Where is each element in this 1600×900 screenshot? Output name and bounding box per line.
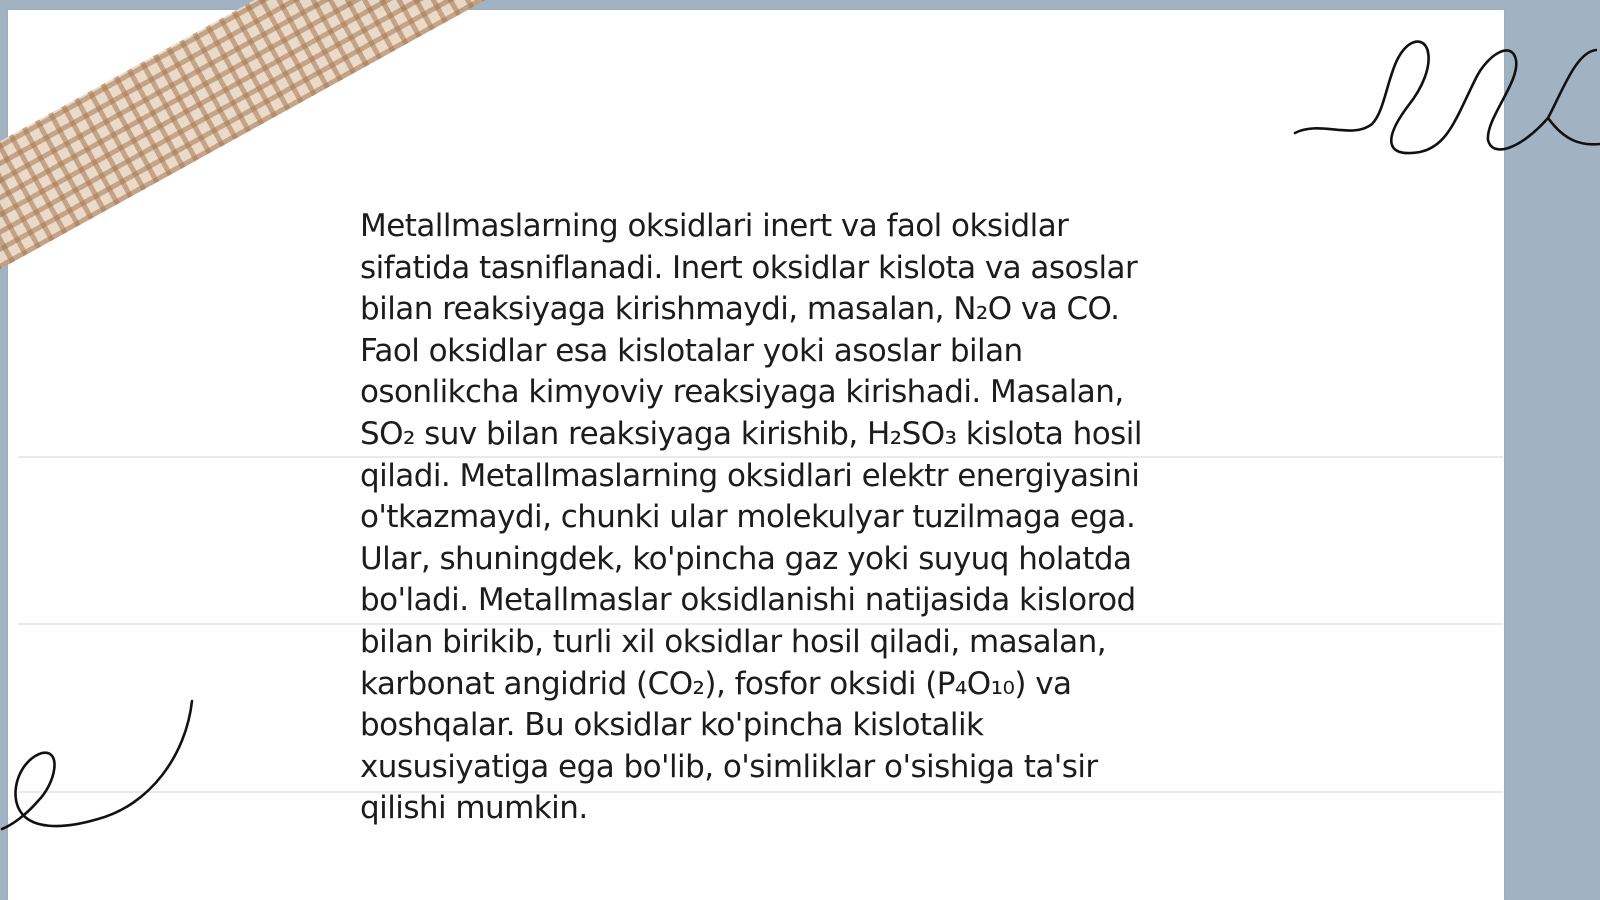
paragraph-line: qilishi mumkin. [360, 790, 588, 827]
paragraph-line: osonlikcha kimyoviy reaksiyaga kirishadi. Masalan, [360, 374, 1124, 411]
paragraph-line: Faol oksidlar esa kislotalar yoki asoslar bilan [360, 332, 1023, 369]
body-paragraph [360, 206, 1220, 830]
paragraph-line: karbonat angidrid (CO₂), fosfor oksidi (P₄O₁₀) va [360, 665, 1072, 702]
paragraph-line: o'tkazmaydi, chunki ular molekulyar tuzilmaga ega. [360, 499, 1136, 536]
paragraph-line: sifatida tasniflanadi. Inert oksidlar kislota va asoslar [360, 249, 1138, 286]
paragraph-line: xususiyatiga ega bo'lib, o'simliklar o'sishiga ta'sir [360, 748, 1098, 785]
paragraph-line: bo'ladi. Metallmaslar oksidlanishi natijasida kislorod [360, 582, 1136, 619]
loop-doodle-icon [1280, 28, 1600, 168]
paragraph-line: bilan birikib, turli xil oksidlar hosil qiladi, masalan, [360, 623, 1107, 660]
paragraph-line: SO₂ suv bilan reaksiyaga kirishib, H₂SO₃ kislota hosil [360, 415, 1142, 452]
paragraph-line: Metallmaslarning oksidlari inert va faol oksidlar [360, 208, 1069, 244]
paragraph-line: qiladi. Metallmaslarning oksidlari elektr energiyasini [360, 457, 1140, 494]
paragraph-line: boshqalar. Bu oksidlar ko'pincha kislotalik [360, 707, 984, 744]
paragraph-line: bilan reaksiyaga kirishmaydi, masalan, N₂O va CO. [360, 291, 1120, 328]
swirl-doodle-icon [0, 695, 200, 845]
paragraph-line: Ular, shuningdek, ko'pincha gaz yoki suyuq holatda [360, 540, 1132, 577]
